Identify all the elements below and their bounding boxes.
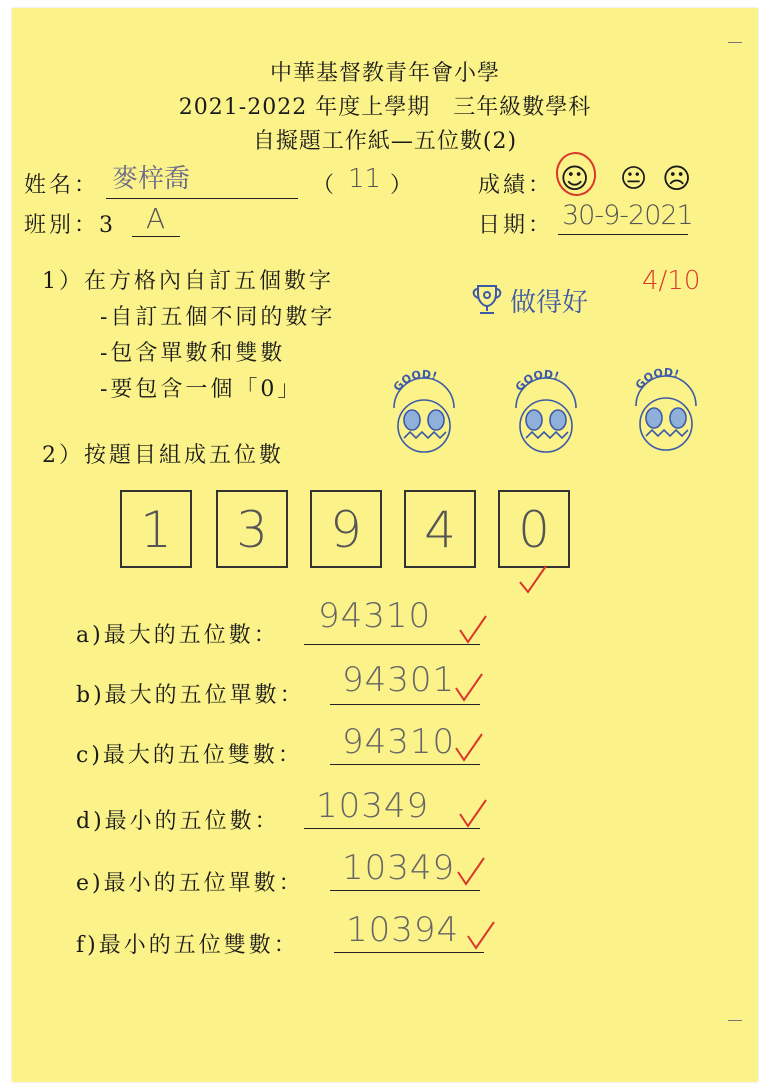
class-underline [132, 236, 180, 237]
date-label: 日期： [478, 213, 554, 238]
good-stamp-icon [500, 368, 592, 460]
corner-mark [728, 42, 742, 43]
question-2d-label: d)最小的五位數： [76, 809, 280, 834]
question-2e-label: e)最小的五位單數： [76, 871, 304, 896]
check-mark-icon [456, 612, 490, 646]
check-mark-icon [452, 730, 486, 764]
number-value: 11 [348, 164, 382, 194]
name-underline [106, 198, 298, 199]
worksheet-title: 自擬題工作紙—五位數(2) [252, 129, 518, 154]
question-1-rule: -要包含一個「0」 [100, 377, 303, 402]
number-open: （ [312, 173, 338, 198]
date-underline [558, 234, 688, 235]
digit-box: 4 [404, 490, 476, 568]
teacher-score: 4/10 [642, 266, 701, 296]
neutral-face-icon: 😐 [620, 164, 648, 194]
answer-2a: 94310 [318, 596, 432, 636]
answer-2d: 10349 [316, 786, 430, 826]
school-name: 中華基督教青年會小學 [269, 61, 500, 86]
answer-underline [330, 890, 480, 891]
answer-2b: 94301 [342, 660, 456, 700]
question-1-rule: -自訂五個不同的數字 [100, 305, 336, 330]
term-subject: 2021-2022 年度上學期 三年級數學科 [178, 95, 592, 120]
number-close: ） [390, 173, 416, 198]
digit-box: 3 [216, 490, 288, 568]
question-1-title: 1）在方格內自訂五個數字 [42, 269, 334, 294]
class-label: 班別：3 [24, 213, 116, 238]
smile-face-icon: ☺ [560, 162, 590, 195]
praise-stamp-text: 做得好 [510, 288, 589, 318]
check-mark-icon [452, 670, 486, 704]
question-2-title: 2）按題目組成五位數 [42, 443, 284, 468]
corner-mark [728, 1020, 742, 1021]
answer-underline [330, 764, 480, 765]
answer-underline [304, 644, 480, 645]
answer-underline [334, 952, 484, 953]
answer-2f: 10394 [346, 910, 460, 950]
sad-face-icon: ☹ [662, 162, 692, 195]
answer-2c: 94310 [342, 722, 456, 762]
answer-underline [330, 704, 480, 705]
date-value: 30-9-2021 [562, 200, 693, 231]
digit-box: 0 [498, 490, 570, 568]
worksheet-paper [12, 8, 758, 1082]
svg-text:GOOD!: GOOD! [632, 366, 681, 392]
svg-text:GOOD!: GOOD! [390, 368, 439, 394]
question-1-rule: -包含單數和雙數 [100, 341, 286, 366]
good-stamp-icon [620, 366, 712, 458]
answer-2e: 10349 [342, 848, 456, 888]
name-value: 麥梓喬 [112, 164, 191, 194]
check-mark-icon [454, 854, 488, 888]
name-label: 姓名： [24, 173, 100, 198]
grade-circle-mark [552, 150, 600, 198]
question-2c-label: c)最大的五位雙數： [76, 743, 303, 768]
question-2a-label: a)最大的五位數： [76, 623, 279, 648]
check-mark-icon [516, 562, 550, 596]
check-mark-icon [464, 918, 498, 952]
good-stamp-icon [378, 368, 470, 460]
question-2b-label: b)最大的五位單數： [76, 683, 305, 708]
svg-text:GOOD!: GOOD! [512, 368, 561, 394]
digit-box: 1 [120, 490, 192, 568]
check-mark-icon [456, 796, 490, 830]
trophy-icon [468, 280, 506, 318]
digit-box: 9 [310, 490, 382, 568]
grade-label: 成績： [478, 173, 554, 198]
question-2f-label: f)最小的五位雙數： [76, 933, 299, 958]
class-value: A [146, 202, 166, 235]
answer-underline [304, 828, 480, 829]
